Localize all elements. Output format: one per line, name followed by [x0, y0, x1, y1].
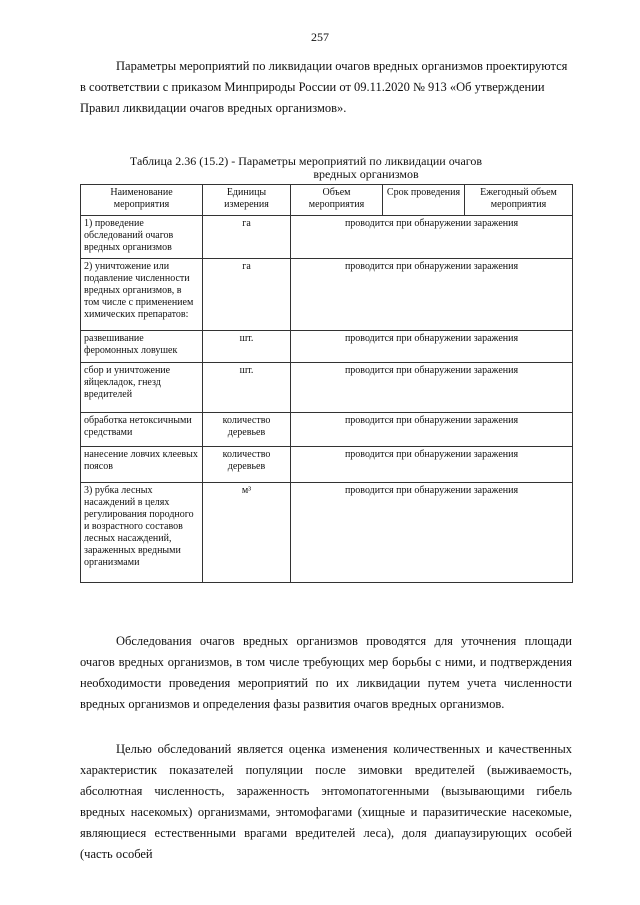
column-header-unit: Единицы измерения — [203, 185, 291, 216]
column-header-name: Наименование мероприятия — [81, 185, 203, 216]
page-number: 257 — [311, 30, 329, 44]
row-note: проводится при обнаружении заражения — [291, 413, 573, 447]
row-name: обработка нетоксичными средствами — [81, 413, 203, 447]
table-row — [81, 216, 573, 259]
row-note: проводится при обнаружении заражения — [291, 447, 573, 483]
row-unit: га — [203, 259, 291, 331]
table-row — [81, 363, 573, 413]
row-note: проводится при обнаружении заражения — [291, 259, 573, 331]
row-name: нанесение ловчих клеевых поясов — [81, 447, 203, 483]
table-caption-line-2: вредных организмов — [313, 167, 419, 181]
row-name: 1) проведение обследований очагов вредных организмов — [81, 216, 203, 259]
row-unit: м³ — [203, 483, 291, 583]
row-unit: количество деревьев — [203, 413, 291, 447]
row-name: 3) рубка лесных насаждений в целях регулирования породного и возрастного составов лесных насаждений, зараженных вредными организмами — [81, 483, 203, 583]
column-header-term: Срок проведения — [383, 185, 465, 216]
row-name: сбор и уничтожение яйцекладок, гнезд вредителей — [81, 363, 203, 413]
column-header-volume: Объем мероприятия — [291, 185, 383, 216]
table-row — [81, 483, 573, 583]
row-note: проводится при обнаружении заражения — [291, 363, 573, 413]
row-unit: га — [203, 216, 291, 259]
row-unit: шт. — [203, 363, 291, 413]
body-paragraph-surveys: Обследования очагов вредных организмов проводятся для уточнения площади очагов вредных организмов, в том числе требующих мер борьбы с ними, и подтверждения необходимости проведения мероприятий по их ликвидации путем учета численности вредных организмов и определения фазы развития очагов вредных организмов. — [80, 634, 572, 711]
column-header-annual-volume: Ежегодный объем мероприятия — [465, 185, 573, 216]
row-note: проводится при обнаружении заражения — [291, 331, 573, 363]
body-paragraph-purpose: Целью обследований является оценка изменения количественных и качественных характеристик показателей популяции после зимовки вредителей (выживаемость, абсолютная численность, зараженность энтомопатогенными (вызывающими гибель вредных насекомых) организмами, энтомофагами (хищные и паразитические насекомые, являющиеся естественными врагами вредителей леса), доля диапаузирующих особей (часть особей — [80, 742, 572, 861]
table-caption — [80, 155, 572, 181]
table-row — [81, 331, 573, 363]
row-name: 2) уничтожение или подавление численности вредных организмов, в том числе с применением химических препаратов: — [81, 259, 203, 331]
table-row — [81, 447, 573, 483]
table-row — [81, 413, 573, 447]
row-note: проводится при обнаружении заражения — [291, 483, 573, 583]
table-caption-line-1: Таблица 2.36 (15.2) - Параметры мероприятий по ликвидации очагов — [129, 154, 483, 168]
table-header-row — [81, 185, 573, 216]
row-name: развешивание феромонных ловушек — [81, 331, 203, 363]
table-row — [81, 259, 573, 331]
params-table — [80, 184, 573, 583]
row-unit: количество деревьев — [203, 447, 291, 483]
intro-paragraph: Параметры мероприятий по ликвидации очагов вредных организмов проектируются в соответствии с приказом Минприроды России от 09.11.2020 № 913 «Об утверждении Правил ликвидации очагов вредных организмов». — [80, 59, 568, 115]
row-note: проводится при обнаружении заражения — [291, 216, 573, 259]
row-unit: шт. — [203, 331, 291, 363]
